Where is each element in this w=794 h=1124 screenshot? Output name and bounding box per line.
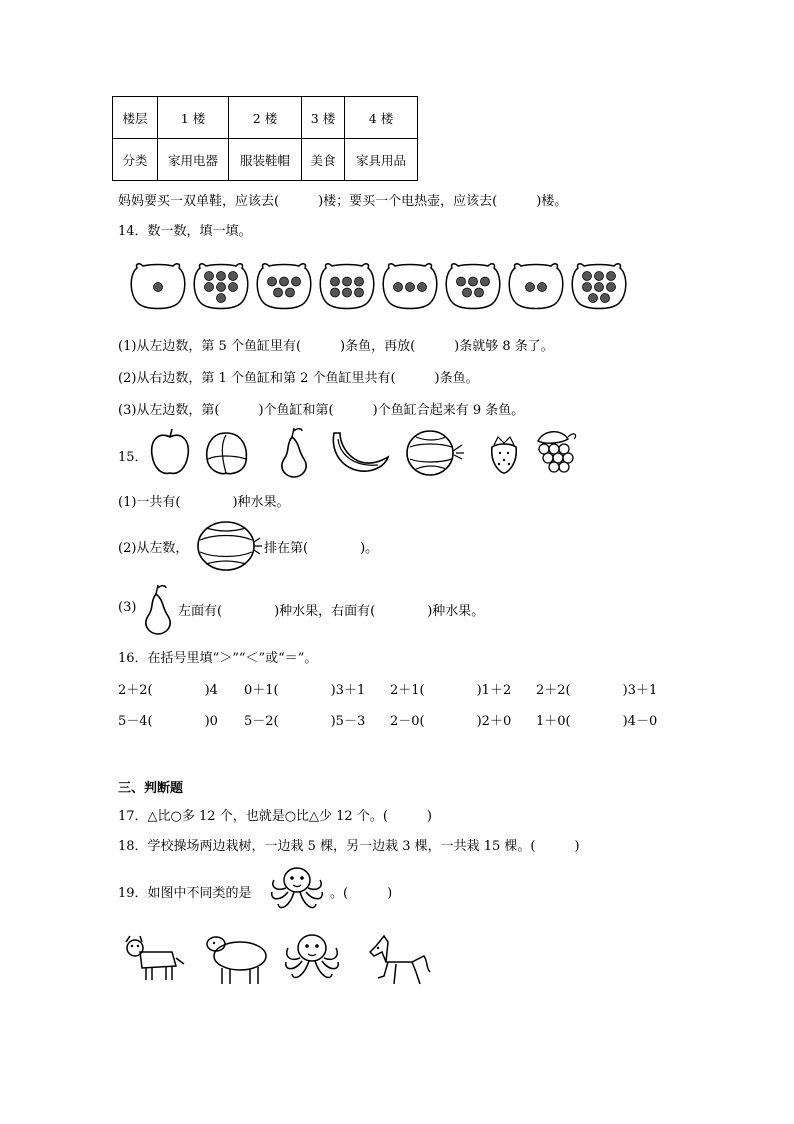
watermelon-icon bbox=[407, 431, 464, 475]
fish-bowl bbox=[572, 264, 626, 309]
fish-icon bbox=[205, 272, 214, 281]
banana-icon bbox=[333, 433, 388, 471]
table-cell: 家具用品 bbox=[345, 139, 418, 181]
fish-icon bbox=[331, 277, 340, 286]
table-cell: 服装鞋帽 bbox=[229, 139, 302, 181]
q14-item-1: (1)从左边数，第 5 个鱼缸里有( )条鱼，再放( )条就够 8 条了。 bbox=[118, 339, 554, 354]
octopus-icon bbox=[286, 935, 339, 978]
fish-icon bbox=[601, 294, 610, 303]
horse-icon bbox=[370, 936, 430, 984]
fish-bowl bbox=[320, 264, 374, 309]
fish-icon bbox=[343, 277, 352, 286]
table-row bbox=[113, 139, 418, 181]
q18-text: 18．学校操场两边栽树，一边栽 5 棵，另一边栽 3 棵，一共栽 15 棵。( ) bbox=[118, 839, 580, 854]
q16-r1-c4: 2＋2( )3＋1 bbox=[536, 683, 658, 698]
fish-icon bbox=[595, 283, 604, 292]
strawberry-icon bbox=[492, 437, 517, 473]
q14-title: 14．数一数，填一填。 bbox=[118, 224, 252, 239]
animals-row bbox=[118, 930, 438, 994]
q16-title: 16．在括号里填“＞”“＜”或“＝”。 bbox=[118, 651, 318, 666]
table-cell: 4 楼 bbox=[345, 97, 418, 139]
q14-item-3: (3)从左边数，第( )个鱼缸和第( )个鱼缸合起来有 9 条鱼。 bbox=[118, 403, 525, 418]
q15-item-3-suffix: 左面有( )种水果，右面有( )种水果。 bbox=[178, 604, 485, 619]
pear-icon bbox=[140, 582, 176, 634]
table-cell: 2 楼 bbox=[229, 97, 302, 139]
q15-item-2-suffix: 排在第( )。 bbox=[264, 541, 379, 556]
fish-icon bbox=[394, 283, 403, 292]
fish-icon bbox=[457, 277, 466, 286]
fish-icon bbox=[406, 283, 415, 292]
fish-icon bbox=[154, 283, 163, 292]
fish-icon bbox=[343, 288, 352, 297]
fish-icon bbox=[583, 272, 592, 281]
q16-r2-c1: 5－4( )0 bbox=[118, 714, 218, 729]
table-cell: 1 楼 bbox=[158, 97, 229, 139]
cow-icon bbox=[126, 936, 184, 980]
q15-item-2-prefix: (2)从左数， bbox=[118, 541, 189, 556]
fish-icon bbox=[274, 288, 283, 297]
fish-icon bbox=[286, 288, 295, 297]
floor-table bbox=[112, 96, 418, 181]
fish-icon bbox=[229, 272, 238, 281]
fish-icon bbox=[526, 283, 535, 292]
table-cell: 3 楼 bbox=[302, 97, 345, 139]
fish-bowl bbox=[509, 264, 563, 309]
fish-icon bbox=[583, 283, 592, 292]
fruits-row bbox=[148, 425, 588, 481]
table-cell: 楼层 bbox=[113, 97, 158, 139]
fish-icon bbox=[205, 283, 214, 292]
fish-icon bbox=[607, 272, 616, 281]
q19-suffix: 。( ) bbox=[330, 886, 393, 901]
q16-r1-c3: 2＋1( )1＋2 bbox=[390, 683, 512, 698]
apple-icon bbox=[152, 429, 189, 473]
fish-bowl bbox=[257, 264, 311, 309]
q16-r1-c1: 2＋2( )4 bbox=[118, 683, 218, 698]
fish-icon bbox=[463, 288, 472, 297]
fish-icon bbox=[229, 283, 238, 292]
fish-bowl bbox=[446, 264, 500, 309]
fish-icon bbox=[331, 288, 340, 297]
section-heading: 三、判断题 bbox=[118, 781, 184, 796]
fish-bowls-figure bbox=[125, 258, 635, 318]
fish-icon bbox=[217, 272, 226, 281]
fish-icon bbox=[481, 277, 490, 286]
octopus-icon bbox=[266, 862, 328, 918]
q16-r2-c4: 1＋0( )4－0 bbox=[536, 714, 658, 729]
table-cell: 美食 bbox=[302, 139, 345, 181]
q13-text: 妈妈要买一双单鞋，应该去( )楼；要买一个电热壶，应该去( )楼。 bbox=[118, 194, 568, 209]
table-cell: 家用电器 bbox=[158, 139, 229, 181]
fish-icon bbox=[268, 277, 277, 286]
q14-item-2: (2)从右边数，第 1 个鱼缸和第 2 个鱼缸里共有( )条鱼。 bbox=[118, 371, 479, 386]
fish-icon bbox=[589, 294, 598, 303]
q17-text: 17．△比○多 12 个，也就是○比△少 12 个。( ) bbox=[118, 809, 432, 824]
pear-icon bbox=[282, 428, 306, 477]
q19-prefix: 19．如图中不同类的是 bbox=[118, 886, 252, 901]
fish-icon bbox=[280, 277, 289, 286]
fish-bowl bbox=[383, 264, 437, 309]
fish-icon bbox=[469, 277, 478, 286]
fish-icon bbox=[217, 294, 226, 303]
q15-item-1: (1)一共有( )种水果。 bbox=[118, 495, 290, 510]
fish-icon bbox=[355, 288, 364, 297]
q16-r2-c3: 2－0( )2＋0 bbox=[390, 714, 512, 729]
table-row bbox=[113, 97, 418, 139]
watermelon-icon bbox=[196, 520, 262, 570]
q16-r2-c2: 5－2( )5－3 bbox=[244, 714, 366, 729]
fish-icon bbox=[607, 283, 616, 292]
table-cell: 分类 bbox=[113, 139, 158, 181]
fish-icon bbox=[595, 272, 604, 281]
q16-r1-c2: 0＋1( )3＋1 bbox=[244, 683, 366, 698]
q15-item-3-prefix: (3) bbox=[118, 600, 137, 615]
fish-icon bbox=[418, 283, 427, 292]
fish-bowl bbox=[194, 264, 248, 309]
peach-icon bbox=[207, 433, 247, 474]
sheep-icon bbox=[207, 937, 266, 984]
fish-bowl bbox=[131, 264, 185, 309]
grape-icon bbox=[538, 432, 576, 472]
q15-number: 15． bbox=[118, 450, 148, 465]
fish-icon bbox=[217, 283, 226, 292]
fish-icon bbox=[292, 277, 301, 286]
fish-icon bbox=[475, 288, 484, 297]
fish-icon bbox=[538, 283, 547, 292]
fish-icon bbox=[355, 277, 364, 286]
